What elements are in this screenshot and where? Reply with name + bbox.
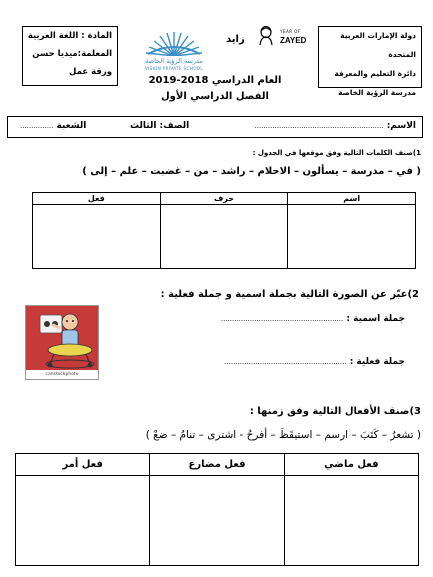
nominal-sentence-label: جملة اسمية :: [346, 314, 405, 324]
image-caption: canstockphoto: [45, 372, 79, 377]
q1-header-verb: فعل: [33, 193, 161, 205]
zayed-arabic-text: زايد: [226, 34, 245, 45]
q3-table: [15, 453, 419, 566]
verbal-sentence-label: جملة فعلية :: [349, 357, 405, 367]
year-of-zayed-logo: [214, 26, 314, 62]
school-logo: [134, 30, 214, 72]
q3-header-past: فعل ماضي: [284, 454, 418, 476]
school-english-name: VISION PRIVATE SCHOOL: [144, 66, 204, 71]
name-field[interactable]: ..........................................................: [254, 122, 384, 130]
zayed-portrait-icon: [258, 26, 274, 46]
academic-year: العام الدراسي 2018-2019: [148, 75, 282, 86]
ministry-line-3: مدرسة الرؤية الخاصة: [338, 88, 416, 97]
ministry-line-1: دولة الإمارات العربية المتحدة: [340, 31, 416, 59]
q3-words: ( تشعرُ – كَتَبَ – ارسم – استيقَظَ – أفرحُ - اشترى – تنامُ – ضعْ ): [145, 429, 421, 441]
sunburst-icon: [134, 30, 214, 56]
year-of-text: YEAR OF: [280, 29, 301, 34]
section-field[interactable]: ...............: [20, 122, 54, 130]
q1-table: [32, 192, 416, 269]
worksheet-line: ورقة عمل: [69, 67, 112, 77]
baby-walker-image: [25, 305, 99, 380]
q1-words: ( في – مدرسة – يسألون – الاحلام – راشد – من – غضبت – علم – إلى ): [82, 166, 421, 177]
q1-particle-cell[interactable]: [160, 205, 288, 269]
zayed-latin-text: ZAYED: [280, 36, 307, 45]
q2-title: 2)عبّر عن الصورة التالية بجملة اسمية و جملة فعلية :: [160, 289, 419, 300]
section-label: الشعبة: [56, 121, 87, 131]
q1-header-particle: حرف: [160, 193, 288, 205]
q3-title: 3)صنف الأفعال التالية وفق زمنها :: [249, 406, 421, 417]
q3-header-present: فعل مضارع: [150, 454, 284, 476]
subject-line: المادة : اللغة العربية: [27, 31, 112, 41]
school-arabic-name: مدرسة الرؤية الخاصة: [145, 57, 203, 65]
q3-past-cell[interactable]: [284, 476, 418, 566]
q3-present-cell[interactable]: [150, 476, 284, 566]
name-label: الاسم:: [386, 121, 416, 131]
verbal-sentence-field[interactable]: .......................................................: [224, 358, 347, 366]
teacher-line: المعلمة:ميديا حسن: [32, 49, 112, 59]
q1-header-noun: اسم: [288, 193, 416, 205]
nominal-sentence-field[interactable]: .......................................................: [220, 315, 344, 323]
ministry-line-2: دائرة التعليم والمعرفة: [334, 69, 416, 78]
semester: الفصل الدراسي الأول: [161, 91, 269, 102]
q1-title: 1)صنف الكلمات التالية وفق موقعها في الجدول :: [252, 149, 421, 157]
subject-box: [22, 26, 118, 86]
q1-noun-cell[interactable]: [288, 205, 416, 269]
ministry-box: [318, 26, 422, 97]
q3-imperative-cell[interactable]: [16, 476, 150, 566]
student-info-box: [7, 116, 423, 138]
class-label: الصف: الثالث: [130, 121, 190, 131]
q1-verb-cell[interactable]: [33, 205, 161, 269]
q3-header-imperative: فعل أمر: [16, 454, 150, 476]
